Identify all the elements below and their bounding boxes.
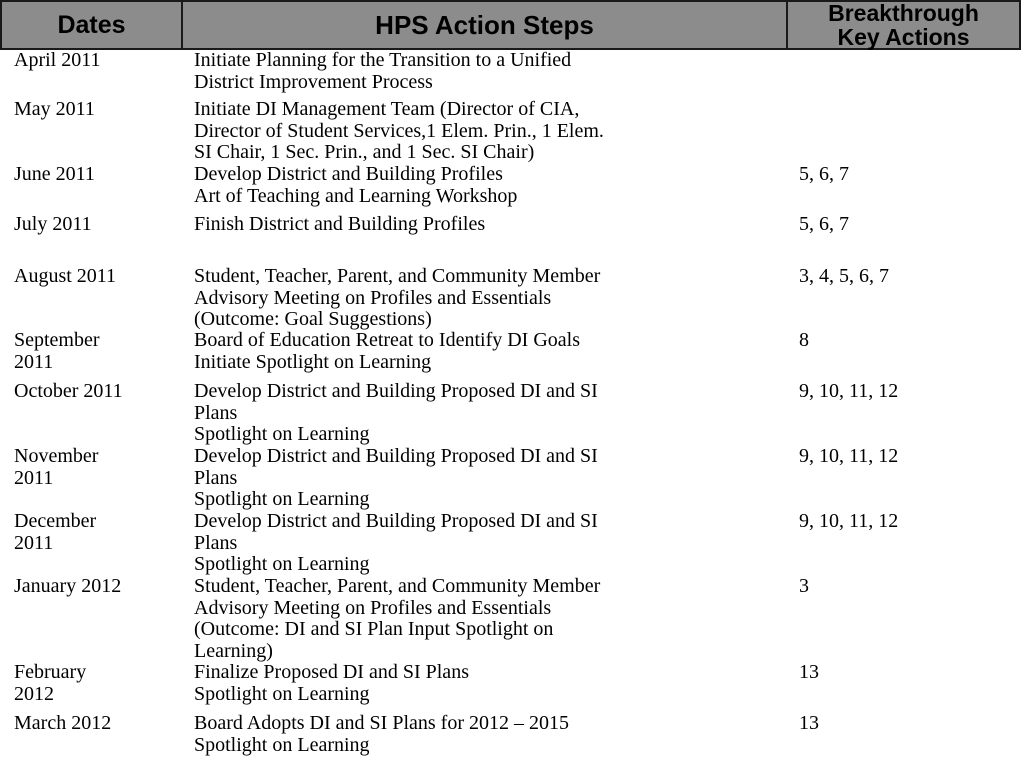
row-date: March 2012 <box>14 712 112 734</box>
row-date: May 2011 <box>14 98 95 120</box>
row-action-steps: Student, Teacher, Parent, and Community Member Advisory Meeting on Profiles and Essentials (Outcome: DI and SI Plan Input Spotlight on Learning) <box>194 575 601 662</box>
row-action-steps: Finish District and Building Profiles <box>194 213 486 235</box>
row-date: June 2011 <box>14 163 95 185</box>
row-date: July 2011 <box>14 213 92 235</box>
row-key-actions: 5, 6, 7 <box>799 213 849 235</box>
row-key-actions: 9, 10, 11, 12 <box>799 510 899 532</box>
row-action-steps: Develop District and Building Proposed DI and SI Plans Spotlight on Learning <box>194 445 598 510</box>
row-date: August 2011 <box>14 265 117 287</box>
row-action-steps: Student, Teacher, Parent, and Community Member Advisory Meeting on Profiles and Essentials (Outcome: Goal Suggestions) <box>194 265 601 330</box>
header-key-actions: Breakthrough Key Actions <box>786 2 1019 48</box>
row-date: October 2011 <box>14 380 123 402</box>
row-action-steps: Finalize Proposed DI and SI Plans Spotlight on Learning <box>194 661 469 705</box>
row-action-steps: Develop District and Building Proposed DI and SI Plans Spotlight on Learning <box>194 510 598 575</box>
row-action-steps: Initiate DI Management Team (Director of CIA, Director of Student Services,1 Elem. Prin., 1 Elem. SI Chair, 1 Sec. Prin., and 1 Sec. SI Chair) <box>194 98 604 163</box>
header-action-steps: HPS Action Steps <box>181 2 786 48</box>
row-date: January 2012 <box>14 575 122 597</box>
row-action-steps: Develop District and Building Profiles Art of Teaching and Learning Workshop <box>194 163 518 207</box>
row-date: April 2011 <box>14 49 101 71</box>
row-action-steps: Initiate Planning for the Transition to a Unified District Improvement Process <box>194 49 572 93</box>
row-key-actions: 13 <box>799 712 819 734</box>
row-key-actions: 13 <box>799 661 819 683</box>
header-dates: Dates <box>57 10 126 39</box>
row-key-actions: 3 <box>799 575 809 597</box>
row-key-actions: 9, 10, 11, 12 <box>799 380 899 402</box>
row-key-actions: 8 <box>799 329 809 351</box>
row-key-actions: 9, 10, 11, 12 <box>799 445 899 467</box>
row-key-actions: 5, 6, 7 <box>799 163 849 185</box>
row-action-steps: Board Adopts DI and SI Plans for 2012 – 2015 Spotlight on Learning <box>194 712 569 756</box>
row-date: September 2011 <box>14 329 100 373</box>
table-header <box>0 0 1021 50</box>
row-action-steps: Board of Education Retreat to Identify DI Goals Initiate Spotlight on Learning <box>194 329 580 373</box>
row-date: November 2011 <box>14 445 99 489</box>
row-action-steps: Develop District and Building Proposed DI and SI Plans Spotlight on Learning <box>194 380 598 445</box>
row-date: February 2012 <box>14 661 87 705</box>
row-date: December 2011 <box>14 510 97 554</box>
row-key-actions: 3, 4, 5, 6, 7 <box>799 265 889 287</box>
